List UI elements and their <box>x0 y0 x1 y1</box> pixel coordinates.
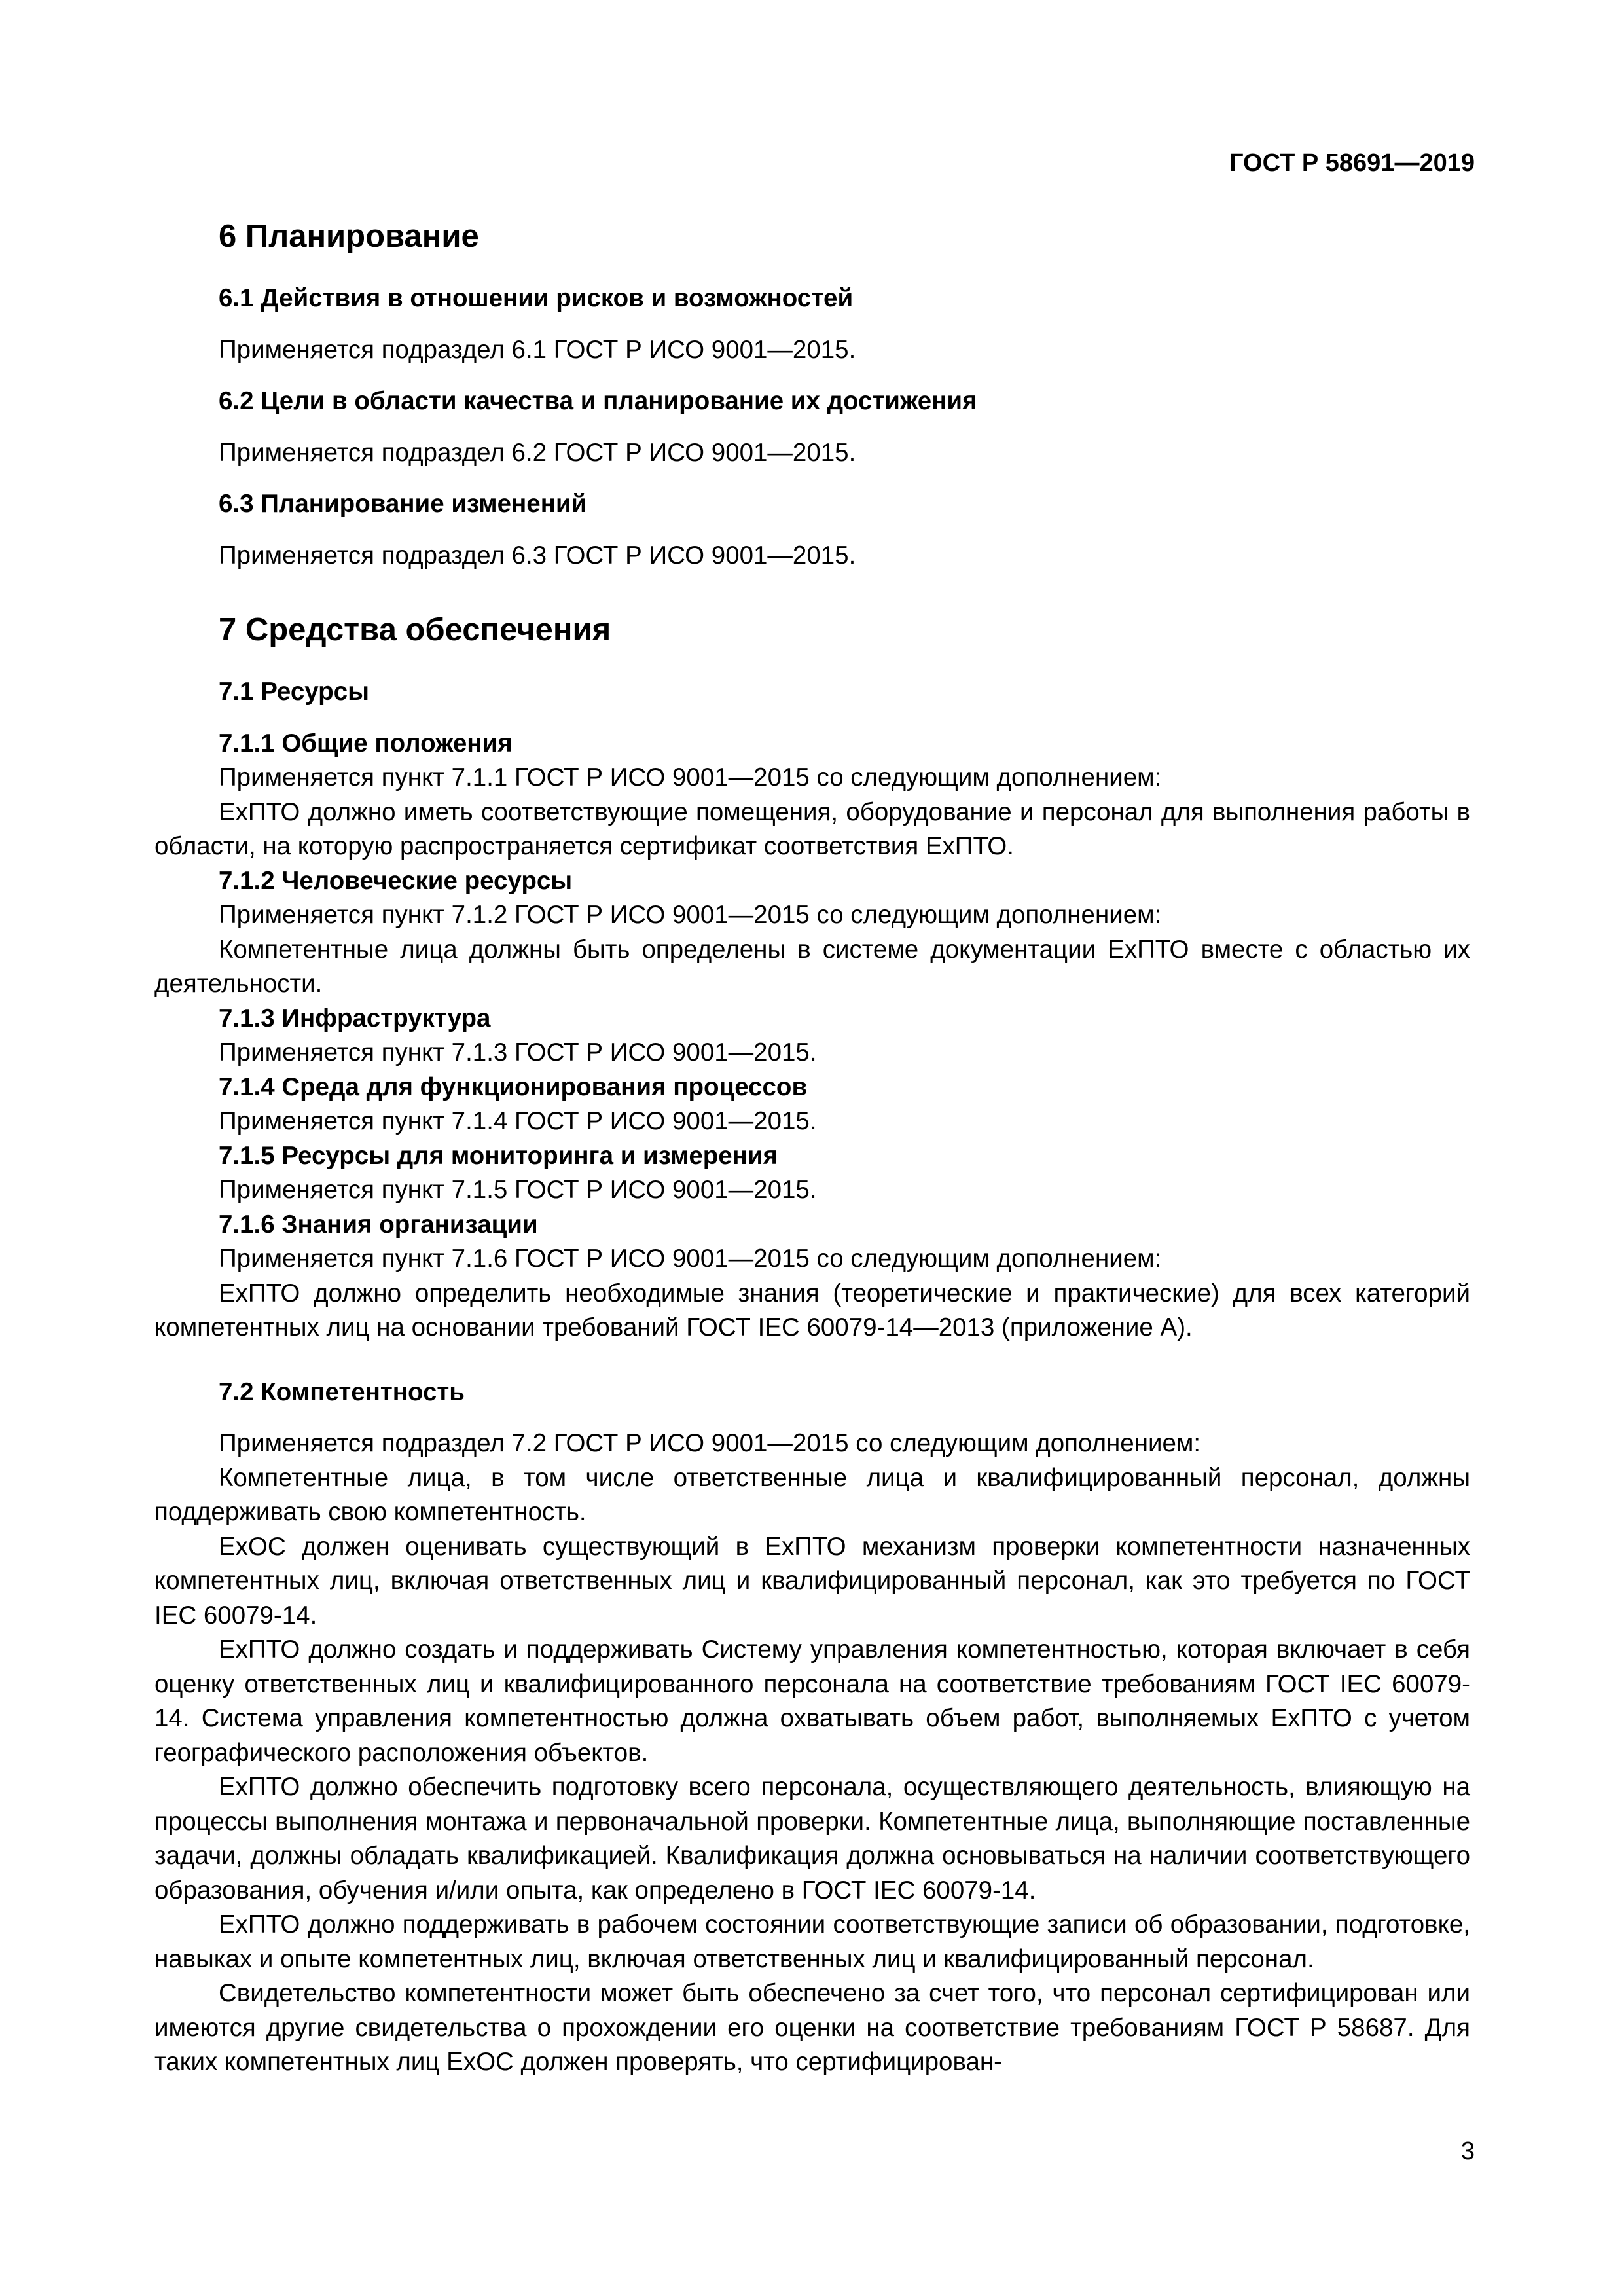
section-7-1-4-p1: Применяется пункт 7.1.4 ГОСТ Р ИСО 9001—2015. <box>219 1107 817 1135</box>
section-6-1-text: Применяется подраздел 6.1 ГОСТ Р ИСО 9001—2015. <box>219 335 856 364</box>
section-7-1-5-p1: Применяется пункт 7.1.5 ГОСТ Р ИСО 9001—2015. <box>219 1176 817 1204</box>
section-7-1-6-title: 7.1.6 Знания организации <box>219 1210 538 1239</box>
section-7-1-3-title: 7.1.3 Инфраструктура <box>219 1004 491 1032</box>
section-7-1-6-p2: ExПТО должно определить необходимые знания (теоретические и практические) для всех категорий компетентных лиц на основании требований ГОСТ IEC 60079-14—2013 (приложение А). <box>154 1279 1470 1341</box>
section-7-2-p7: Свидетельство компетентности может быть обеспечено за счет того, что персонал сертифицирован или имеются другие свидетельства о прохождении его оценки на соответствие требованиям ГОСТ Р 58687. Для таких компетентных лиц ExОС должен проверять, что сертифицирован- <box>154 1979 1470 2076</box>
page-number: 3 <box>1460 2138 1475 2165</box>
section-7-1-5-title: 7.1.5 Ресурсы для мониторинга и измерения <box>219 1141 778 1170</box>
section-7-1-6-p1: Применяется пункт 7.1.6 ГОСТ Р ИСО 9001—2015 со следующим дополнением: <box>219 1245 1162 1273</box>
document-id-header: ГОСТ Р 58691—2019 <box>1229 149 1475 177</box>
section-7-1-3-p1: Применяется пункт 7.1.3 ГОСТ Р ИСО 9001—2015. <box>219 1038 817 1066</box>
section-7-1-4-title: 7.1.4 Среда для функционирования процессов <box>219 1072 808 1101</box>
section-6-3-title: 6.3 Планирование изменений <box>219 490 587 518</box>
section-7-2-p4: ExПТО должно создать и поддерживать Систему управления компетентностью, которая включает в себя оценку ответственных лиц и квалифицированного персонала на соответствие требованиям ГОСТ IEC 60079-14. Система управления компетентностью должна охватывать объем работ, выполняемых ExПТО с учетом географического расположения объектов. <box>154 1635 1470 1767</box>
section-7-2-p6: ExПТО должно поддерживать в рабочем состоянии соответствующие записи об образовании, подготовке, навыках и опыте компетентных лиц, включая ответственных лиц и квалифицированный персонал. <box>154 1910 1470 1973</box>
section-7-1-2-title: 7.1.2 Человеческие ресурсы <box>219 866 573 895</box>
document-body <box>154 216 1470 2080</box>
section-6-title: 6 Планирование <box>219 219 479 254</box>
section-7-2-p3: ExОС должен оценивать существующий в ExПТО механизм проверки компетентности назначенных компетентных лиц, включая ответственных лиц и квалифицированный персонал, как это требуется по ГОСТ IEC 60079-14. <box>154 1532 1470 1630</box>
section-7-1-1-p1: Применяется пункт 7.1.1 ГОСТ Р ИСО 9001—2015 со следующим дополнением: <box>219 763 1162 792</box>
section-7-2-title: 7.2 Компетентность <box>219 1377 465 1406</box>
section-6-2-title: 6.2 Цели в области качества и планирование их достижения <box>219 387 977 415</box>
section-7-2-p1: Применяется подраздел 7.2 ГОСТ Р ИСО 9001—2015 со следующим дополнением: <box>219 1429 1201 1457</box>
section-7-1-1-title: 7.1.1 Общие положения <box>219 729 513 757</box>
section-7-2-p2: Компетентные лица, в том числе ответственные лица и квалифицированный персонал, должны поддерживать свою компетентность. <box>154 1463 1470 1526</box>
section-7-1-1-p2: ExПТО должно иметь соответствующие помещения, оборудование и персонал для выполнения работы в области, на которую распространяется сертификат соответствия ExПТО. <box>154 797 1470 860</box>
section-6-3-text: Применяется подраздел 6.3 ГОСТ Р ИСО 9001—2015. <box>219 541 856 570</box>
section-7-title: 7 Средства обеспечения <box>219 612 611 647</box>
section-7-2-p5: ExПТО должно обеспечить подготовку всего персонала, осуществляющего деятельность, влияющую на процессы выполнения монтажа и первоначальной проверки. Компетентные лица, выполняющие поставленные задачи, должны обладать квалификацией. Квалификация должна основываться на наличии соответствующего образования, обучения и/или опыта, как определено в ГОСТ IEC 60079-14. <box>154 1773 1470 1904</box>
section-7-1-title: 7.1 Ресурсы <box>219 678 369 706</box>
section-7-1-2-p1: Применяется пункт 7.1.2 ГОСТ Р ИСО 9001—2015 со следующим дополнением: <box>219 901 1162 929</box>
section-6-1-title: 6.1 Действия в отношении рисков и возможностей <box>219 284 854 312</box>
section-6-2-text: Применяется подраздел 6.2 ГОСТ Р ИСО 9001—2015. <box>219 438 856 467</box>
section-7-1-2-p2: Компетентные лица должны быть определены в системе документации ExПТО вместе с областью их деятельности. <box>154 935 1470 998</box>
